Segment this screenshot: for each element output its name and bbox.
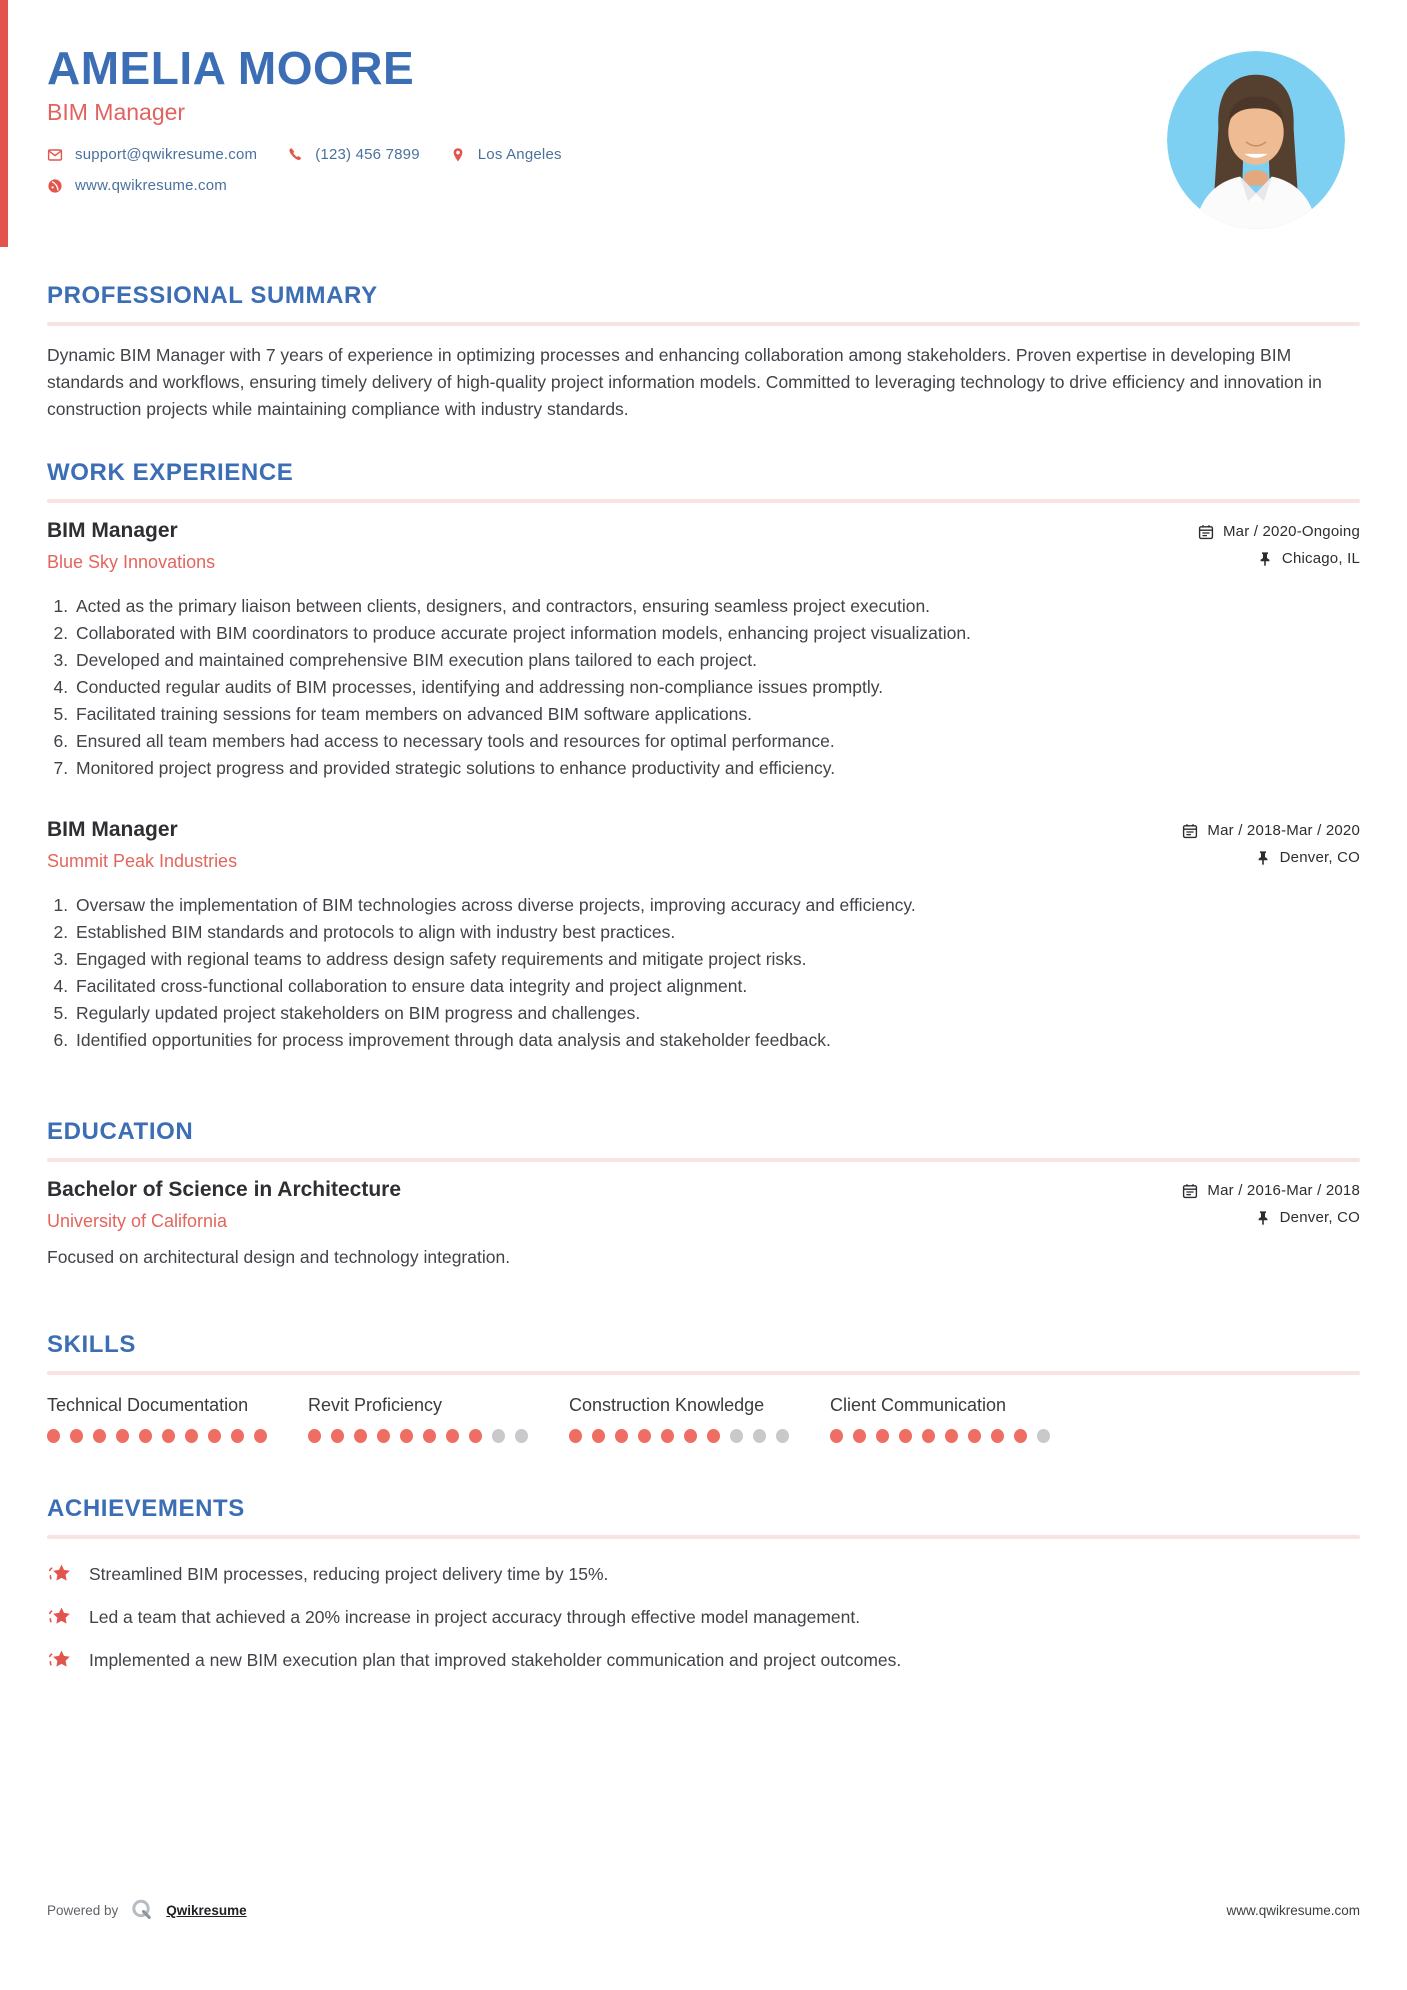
skill-dot: [592, 1429, 605, 1443]
globe-icon: [47, 178, 63, 194]
pushpin-icon: [1257, 551, 1273, 567]
contact-email-text: support@qwikresume.com: [75, 146, 258, 164]
star-badge-icon: [47, 1561, 73, 1587]
skill-dot: [776, 1429, 789, 1443]
education-date-range: Mar / 2016-Mar / 2018: [1207, 1182, 1360, 1200]
summary-text: Dynamic BIM Manager with 7 years of experience in optimizing processes and enhancing collaboration among stakeholders. Proven expertise in developing BIM standards and workflows, ensuring timely delivery of high-quality project information models. Committed to leveraging technology to drive efficiency and innovation in construction projects while maintaining compliance with industry standards.: [47, 345, 1322, 420]
contact-phone-text: (123) 456 7899: [315, 146, 420, 164]
skill-dot: [308, 1429, 321, 1443]
job-bullet: 4. Facilitated cross-functional collaboration to ensure data integrity and project alignment.: [73, 973, 1360, 1000]
skill-dot: [423, 1429, 436, 1443]
contact-phone: [287, 146, 420, 163]
skill-dot: [231, 1429, 244, 1443]
skill-dot: [853, 1429, 866, 1443]
job-location: Denver, CO: [1279, 849, 1360, 867]
profile-photo: [1167, 51, 1345, 229]
achievements-heading: ACHIEVEMENTS: [47, 1495, 245, 1523]
skill-dot: [899, 1429, 912, 1443]
section-work-experience: [47, 459, 1360, 1054]
qwikresume-brand-link[interactable]: Qwikresume: [166, 1902, 247, 1918]
person-job-title: BIM Manager: [47, 99, 186, 126]
education-description: Focused on architectural design and technology integration.: [47, 1247, 511, 1268]
job-bullet: 1. Oversaw the implementation of BIM technologies across diverse projects, improving accuracy and efficiency.: [73, 892, 1360, 919]
footer-website-link[interactable]: www.qwikresume.com: [1226, 1902, 1360, 1918]
job-company: Blue Sky Innovations: [47, 552, 216, 573]
skill-dot: [162, 1429, 175, 1443]
skill-dot: [615, 1429, 628, 1443]
skill-dot: [1014, 1429, 1027, 1443]
education-degree: Bachelor of Science in Architecture: [47, 1178, 401, 1202]
star-badge-icon: [47, 1604, 73, 1630]
job-bullet: 2. Established BIM standards and protocols to align with industry best practices.: [73, 919, 1360, 946]
person-name: AMELIA MOORE: [47, 42, 415, 94]
contact-website[interactable]: [47, 177, 227, 194]
skill-dot: [377, 1429, 390, 1443]
skill-name: Construction Knowledge: [569, 1395, 765, 1416]
pushpin-icon: [1255, 850, 1271, 866]
job-title: BIM Manager: [47, 818, 178, 842]
job-date-range: Mar / 2020-Ongoing: [1222, 523, 1360, 541]
skill-dot: [354, 1429, 367, 1443]
job-bullet-list: [47, 892, 1360, 1054]
section-education: [47, 1118, 1360, 1271]
skill-name: Technical Documentation: [47, 1395, 249, 1416]
map-pin-icon: [450, 147, 466, 163]
job-company: Summit Peak Industries: [47, 851, 238, 872]
skill-rating: [830, 1429, 1067, 1443]
heading-rule: [47, 322, 1360, 326]
achievement-text: Led a team that achieved a 20% increase in project accuracy through effective model management.: [89, 1607, 861, 1628]
job-bullet: 4. Conducted regular audits of BIM processes, identifying and addressing non-compliance issues promptly.: [73, 674, 1360, 701]
skill-dot: [876, 1429, 889, 1443]
achievement-text: Streamlined BIM processes, reducing project delivery time by 15%.: [89, 1564, 609, 1585]
section-professional-summary: [47, 282, 1360, 423]
section-achievements: [47, 1495, 1360, 1673]
footer: [47, 1898, 1360, 1922]
skill-dot: [185, 1429, 198, 1443]
header: [47, 44, 1360, 194]
skill-dot: [446, 1429, 459, 1443]
calendar-icon: [1182, 823, 1198, 839]
skill-dot: [707, 1429, 720, 1443]
skill-dot: [661, 1429, 674, 1443]
job-bullet: 6. Identified opportunities for process improvement through data analysis and stakeholder feedback.: [73, 1027, 1360, 1054]
contact-location: [450, 146, 562, 163]
achievement-text: Implemented a new BIM execution plan that improved stakeholder communication and project outcomes.: [89, 1650, 902, 1671]
left-accent-bar: [0, 0, 8, 247]
education-entry: [47, 1178, 1360, 1271]
job-bullet-list: [47, 593, 1360, 782]
job-bullet: 2. Collaborated with BIM coordinators to produce accurate project information models, enhancing project visualization.: [73, 620, 1360, 647]
job-entry: [47, 519, 1360, 782]
skill-rating: [308, 1429, 545, 1443]
skill-dot: [116, 1429, 129, 1443]
heading-rule: [47, 1158, 1360, 1162]
calendar-icon: [1182, 1183, 1198, 1199]
skill-dot: [400, 1429, 413, 1443]
skill-name: Revit Proficiency: [308, 1395, 443, 1416]
skill-dot: [684, 1429, 697, 1443]
skill-dot: [922, 1429, 935, 1443]
contact-location-text: Los Angeles: [477, 146, 562, 164]
skill-item: [830, 1395, 1067, 1443]
contact-website-text: www.qwikresume.com: [75, 177, 227, 195]
phone-icon: [287, 147, 303, 163]
skill-item: [47, 1395, 284, 1443]
job-location: Chicago, IL: [1281, 550, 1360, 568]
job-bullet: 3. Developed and maintained comprehensive BIM execution plans tailored to each project.: [73, 647, 1360, 674]
job-entry: [47, 818, 1360, 1054]
skills-heading: SKILLS: [47, 1331, 136, 1359]
powered-by-label: Powered by: [47, 1902, 119, 1918]
skill-dot: [945, 1429, 958, 1443]
skill-dot: [469, 1429, 482, 1443]
skill-dot: [515, 1429, 528, 1443]
skill-name: Client Communication: [830, 1395, 1007, 1416]
job-title: BIM Manager: [47, 519, 178, 543]
skill-dot: [830, 1429, 843, 1443]
heading-rule: [47, 499, 1360, 503]
contact-email[interactable]: [47, 146, 257, 163]
achievement-item: [47, 1561, 1360, 1587]
skill-dot: [492, 1429, 505, 1443]
job-bullet: 1. Acted as the primary liaison between clients, designers, and contractors, ensuring seamless project execution.: [73, 593, 1360, 620]
job-bullet: 5. Regularly updated project stakeholders on BIM progress and challenges.: [73, 1000, 1360, 1027]
pushpin-icon: [1255, 1210, 1271, 1226]
job-date-range: Mar / 2018-Mar / 2020: [1207, 822, 1360, 840]
skill-dot: [968, 1429, 981, 1443]
skill-rating: [47, 1429, 284, 1443]
skills-grid: [47, 1395, 1360, 1443]
calendar-icon: [1198, 524, 1214, 540]
education-location: Denver, CO: [1279, 1209, 1360, 1227]
skill-dot: [70, 1429, 83, 1443]
skill-dot: [753, 1429, 766, 1443]
skill-item: [569, 1395, 806, 1443]
skill-rating: [569, 1429, 806, 1443]
summary-heading: PROFESSIONAL SUMMARY: [47, 282, 378, 310]
heading-rule: [47, 1371, 1360, 1375]
skill-dot: [254, 1429, 267, 1443]
skill-dot: [991, 1429, 1004, 1443]
skill-dot: [331, 1429, 344, 1443]
skill-item: [308, 1395, 545, 1443]
skill-dot: [1037, 1429, 1050, 1443]
education-school: University of California: [47, 1211, 228, 1232]
skill-dot: [93, 1429, 106, 1443]
email-icon: [47, 147, 63, 163]
qwikresume-logo-icon: [130, 1898, 154, 1922]
skill-dot: [47, 1429, 60, 1443]
job-bullet: 3. Engaged with regional teams to address design safety requirements and mitigate project risks.: [73, 946, 1360, 973]
skill-dot: [569, 1429, 582, 1443]
job-bullet: 7. Monitored project progress and provided strategic solutions to enhance productivity and efficiency.: [73, 755, 1360, 782]
section-skills: [47, 1331, 1360, 1443]
skill-dot: [208, 1429, 221, 1443]
heading-rule: [47, 1535, 1360, 1539]
experience-heading: WORK EXPERIENCE: [47, 459, 294, 487]
skill-dot: [730, 1429, 743, 1443]
achievement-item: [47, 1604, 1360, 1630]
skill-dot: [638, 1429, 651, 1443]
contact-info: [47, 146, 1360, 194]
star-badge-icon: [47, 1647, 73, 1673]
job-bullet: 6. Ensured all team members had access to necessary tools and resources for optimal performance.: [73, 728, 1360, 755]
job-bullet: 5. Facilitated training sessions for team members on advanced BIM software applications.: [73, 701, 1360, 728]
achievements-list: [47, 1561, 1360, 1673]
education-heading: EDUCATION: [47, 1118, 194, 1146]
skill-dot: [139, 1429, 152, 1443]
achievement-item: [47, 1647, 1360, 1673]
